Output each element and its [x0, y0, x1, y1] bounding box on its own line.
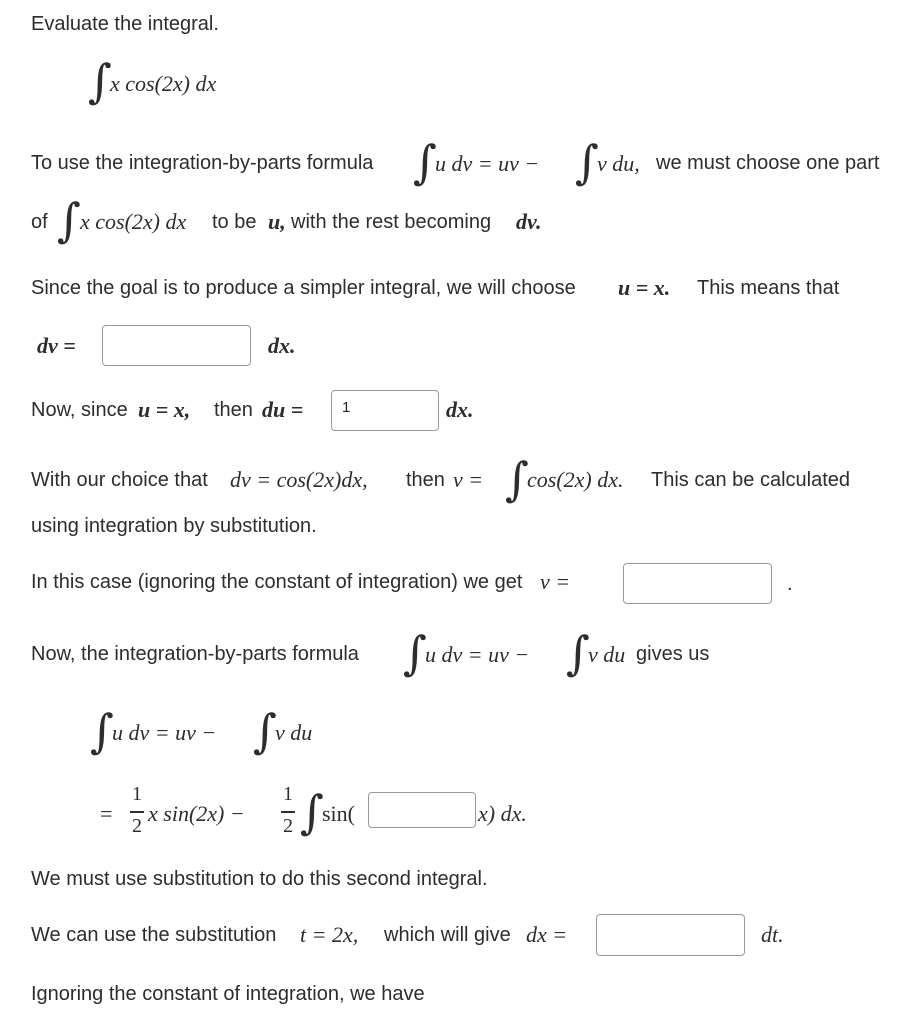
p1-text-b: we must choose one part — [656, 152, 880, 174]
du-math-a: u = x, — [138, 397, 191, 422]
sin-arg-input[interactable] — [368, 792, 476, 828]
display-line1-b: v du — [275, 720, 313, 745]
p5-text-a: Now, the integration-by-parts formula — [31, 643, 359, 665]
p5-text-b: gives us — [636, 643, 710, 665]
dx-input[interactable] — [596, 914, 745, 956]
dv-suffix: dx. — [268, 333, 296, 358]
frac1-bar — [130, 811, 144, 813]
p7-math-a: t = 2x, — [300, 922, 359, 947]
display-equals: = — [100, 801, 113, 826]
frac2-bar — [281, 811, 295, 813]
display-term1: x sin(2x) − — [148, 801, 245, 826]
p1-of: of — [31, 211, 48, 233]
integral-sign-icon: ∫ — [575, 135, 599, 189]
du-suffix: dx. — [446, 397, 474, 422]
p6-text: We must use substitution to do this second integral. — [31, 868, 488, 890]
p1-formula-b: v du, — [597, 151, 640, 176]
p3-text-a: With our choice that — [31, 469, 208, 491]
integrand: x cos(2x) dx — [110, 71, 217, 96]
p2-math: u = x. — [618, 275, 671, 300]
p4-period: . — [787, 573, 793, 595]
p2-text: Since the goal is to produce a simpler integral, we will choose — [31, 277, 576, 299]
integral-sign-icon: ∫ — [403, 626, 427, 680]
dv-label: dv = — [37, 333, 76, 358]
integral-sign-icon: ∫ — [88, 54, 112, 108]
p4-math: v = — [540, 569, 571, 594]
integral-sign-icon: ∫ — [505, 452, 529, 506]
p1-formula-a: u dv = uv − — [435, 151, 540, 176]
p3-text-c: This can be calculated — [651, 469, 851, 491]
p3-math-a: dv = cos(2x)dx, — [230, 467, 368, 492]
p1-text-a: To use the integration-by-parts formula — [31, 152, 374, 174]
du-text-a: Now, since — [31, 399, 128, 421]
frac1-numerator: 1 — [132, 783, 142, 805]
frac1-denominator: 2 — [132, 815, 142, 837]
du-text-b: then — [214, 399, 253, 421]
integral-sign-icon: ∫ — [413, 135, 437, 189]
frac2-denominator: 2 — [283, 815, 293, 837]
p7-suffix: dt. — [761, 922, 784, 947]
p3-math-b: v = — [453, 467, 484, 492]
du-input[interactable]: 1 — [331, 390, 439, 431]
p7-text-b: which will give — [384, 924, 511, 946]
p1-text-d: with the rest becoming — [291, 211, 492, 233]
integral-sign-icon: ∫ — [300, 785, 324, 839]
frac2-numerator: 1 — [283, 783, 293, 805]
p3-text-b: then — [406, 469, 445, 491]
du-math-b: du = — [262, 397, 304, 422]
p5-formula-a: u dv = uv − — [425, 642, 530, 667]
display-sin-open: sin( — [322, 801, 355, 826]
v-input[interactable] — [623, 563, 772, 604]
p7-text-a: We can use the substitution — [31, 924, 277, 946]
p1-expr: x cos(2x) dx — [80, 209, 187, 234]
p4-text: In this case (ignoring the constant of integration) we get — [31, 571, 523, 593]
integral-sign-icon: ∫ — [253, 704, 277, 758]
p5-formula-b: v du — [588, 642, 626, 667]
integral-sign-icon: ∫ — [566, 626, 590, 680]
integral-sign-icon: ∫ — [90, 704, 114, 758]
p1-dv: dv. — [516, 209, 542, 234]
p2-text-b: This means that — [697, 277, 840, 299]
p1-text-c: to be — [212, 211, 257, 233]
dv-input[interactable] — [102, 325, 251, 366]
p3-expr: cos(2x) dx. — [527, 467, 624, 492]
display-close: x) dx. — [478, 801, 527, 826]
p7-math-b: dx = — [526, 922, 568, 947]
display-line1-a: u dv = uv − — [112, 720, 217, 745]
integral-sign-icon: ∫ — [57, 193, 81, 247]
p3-line2: using integration by substitution. — [31, 515, 317, 537]
p8-text: Ignoring the constant of integration, we have — [31, 983, 425, 1005]
question-title: Evaluate the integral. — [31, 13, 219, 35]
p1-u: u, — [268, 209, 286, 234]
